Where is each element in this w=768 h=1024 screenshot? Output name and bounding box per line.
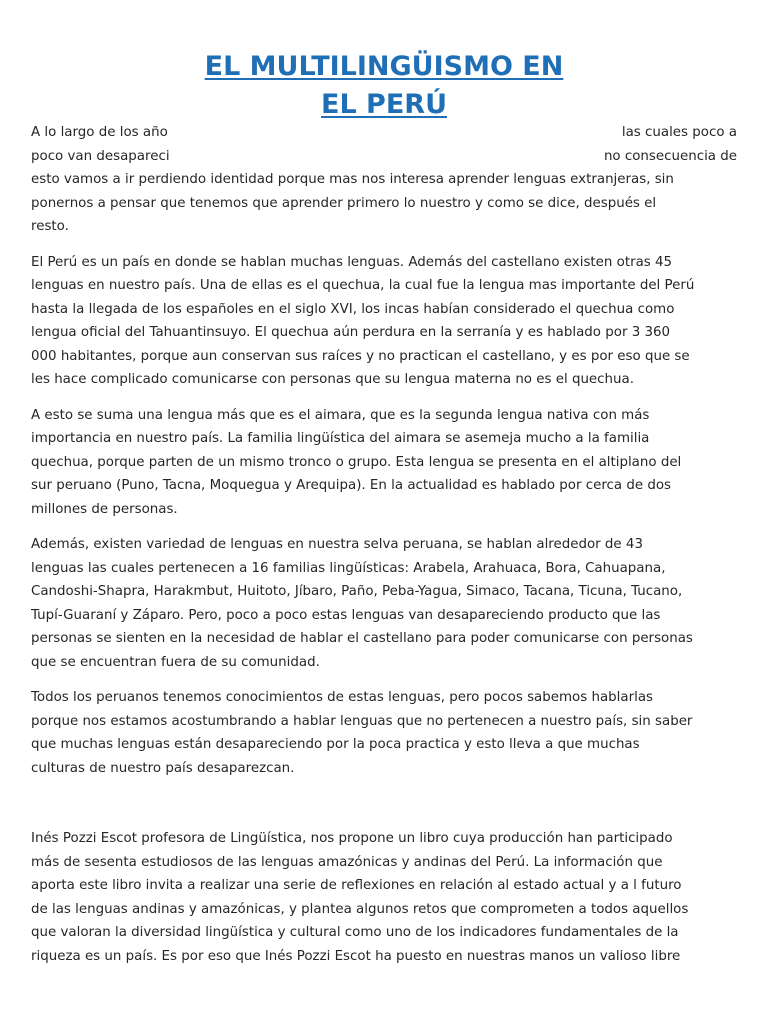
text-line: quechua, porque parten de un mismo tronco o grupo. Esta lengua se presenta en el altiplano del: [31, 454, 682, 470]
paragraph-gap: [31, 674, 737, 686]
text-line: aporta este libro invita a realizar una serie de reflexiones en relación al estado actual y a l futuro: [31, 878, 682, 893]
text-line: A esto se suma una lengua más que es el aimara, que es la segunda lengua nativa con más: [31, 407, 650, 423]
paragraph-gap: [31, 780, 737, 827]
paragraph: [31, 827, 737, 968]
redaction-mask: [183, 122, 563, 164]
text-fragment: no consecuencia de: [603, 148, 737, 164]
text-line: hasta la llegada de los españoles en el siglo XVI, los incas habían considerado el quechua como: [31, 301, 675, 317]
text-line: que muchas lenguas están desapareciendo por la poca practica y esto lleva a que muchas: [31, 737, 640, 752]
text-line: Además, existen variedad de lenguas en nuestra selva peruana, se hablan alrededor de 43: [31, 537, 643, 552]
text-fragment: las cuales poco a: [621, 125, 737, 140]
text-line: El Perú es un país en donde se hablan muchas lenguas. Además del castellano existen otras 45: [31, 254, 673, 270]
text-line: ponernos a pensar que tenemos que aprender primero lo nuestro y como se dice, después el: [31, 195, 657, 211]
text-line: lenguas las cuales pertenecen a 16 familias lingüísticas: Arabela, Arahuaca, Bora, Cahuapana,: [31, 560, 666, 576]
text-line: que valoran la diversidad lingüística y cultural como uno de los indicadores fundamentales de la: [31, 925, 679, 940]
text-line: Todos los peruanos tenemos conocimientos de estas lenguas, pero pocos sabemos hablarlas: [31, 690, 654, 705]
text-line: Tupí-Guaraní y Záparo. Pero, poco a poco estas lenguas van desapareciendo producto que las: [31, 607, 661, 623]
paragraph: [31, 251, 737, 392]
text-line: les hace complicado comunicarse con personas que su lengua materna no es el quechua.: [31, 372, 634, 387]
text-line: millones de personas.: [31, 501, 178, 517]
text-line: culturas de nuestro país desaparezcan.: [31, 760, 295, 776]
text-line: de las lenguas andinas y amazónicas, y plantea algunos retos que comprometen a todos aquellos: [31, 901, 689, 917]
text-line: 000 habitantes, porque aun conservan sus raíces y no practican el castellano, y es por eso que se: [31, 348, 690, 364]
text-line: esto vamos a ir perdiendo identidad porque mas nos interesa aprender lenguas extranjeras, sin: [31, 172, 674, 187]
text-line: resto.: [31, 219, 69, 234]
text-line: porque nos estamos acostumbrando a hablar lenguas que no pertenecen a nuestro país, sin saber: [31, 713, 693, 729]
text-line: lengua oficial del Tahuantinsuyo. El quechua aún perdura en la serranía y es hablado por 3 360: [31, 325, 671, 340]
document-title[interactable]: [0, 48, 768, 124]
paragraph: [31, 686, 737, 780]
title-line[interactable]: EL PERÚ: [321, 89, 447, 121]
title-line[interactable]: EL MULTILINGÜISMO EN: [204, 51, 564, 83]
text-line: importancia en nuestro país. La familia lingüística del aimara se asemeja mucho a la familia: [31, 431, 650, 446]
text-fragment: poco van desapareci: [31, 148, 170, 164]
text-line: Inés Pozzi Escot profesora de Lingüística, nos propone un libro cuya producción han participado: [31, 831, 673, 846]
text-line: riqueza es un país. Es por eso que Inés Pozzi Escot ha puesto en nuestras manos un valioso libre: [31, 948, 681, 964]
document-body: [31, 121, 737, 968]
text-line: Candoshi-Shapra, Harakmbut, Huitoto, Jíbaro, Paño, Peba-Yagua, Simaco, Tacana, Ticuna, Tucano,: [31, 584, 683, 599]
text-line: personas se sienten en la necesidad de hablar el castellano para poder comunicarse con personas: [31, 631, 693, 646]
text-fragment: A lo largo de los año: [31, 125, 168, 140]
text-line: más de sesenta estudiosos de las lenguas amazónicas y andinas del Perú. La información que: [31, 854, 663, 870]
paragraph-gap: [31, 239, 737, 251]
paragraph-gap: [31, 392, 737, 404]
paragraph: [31, 404, 737, 522]
paragraph: [31, 533, 737, 674]
text-line: que se encuentran fuera de su comunidad.: [31, 654, 320, 670]
text-line: sur peruano (Puno, Tacna, Moquegua y Arequipa). En la actualidad es hablado por cerca de dos: [31, 478, 672, 493]
paragraph-gap: [31, 521, 737, 533]
text-line: lenguas en nuestro país. Una de ellas es el quechua, la cual fue la lengua mas importante del Perú: [31, 278, 695, 293]
